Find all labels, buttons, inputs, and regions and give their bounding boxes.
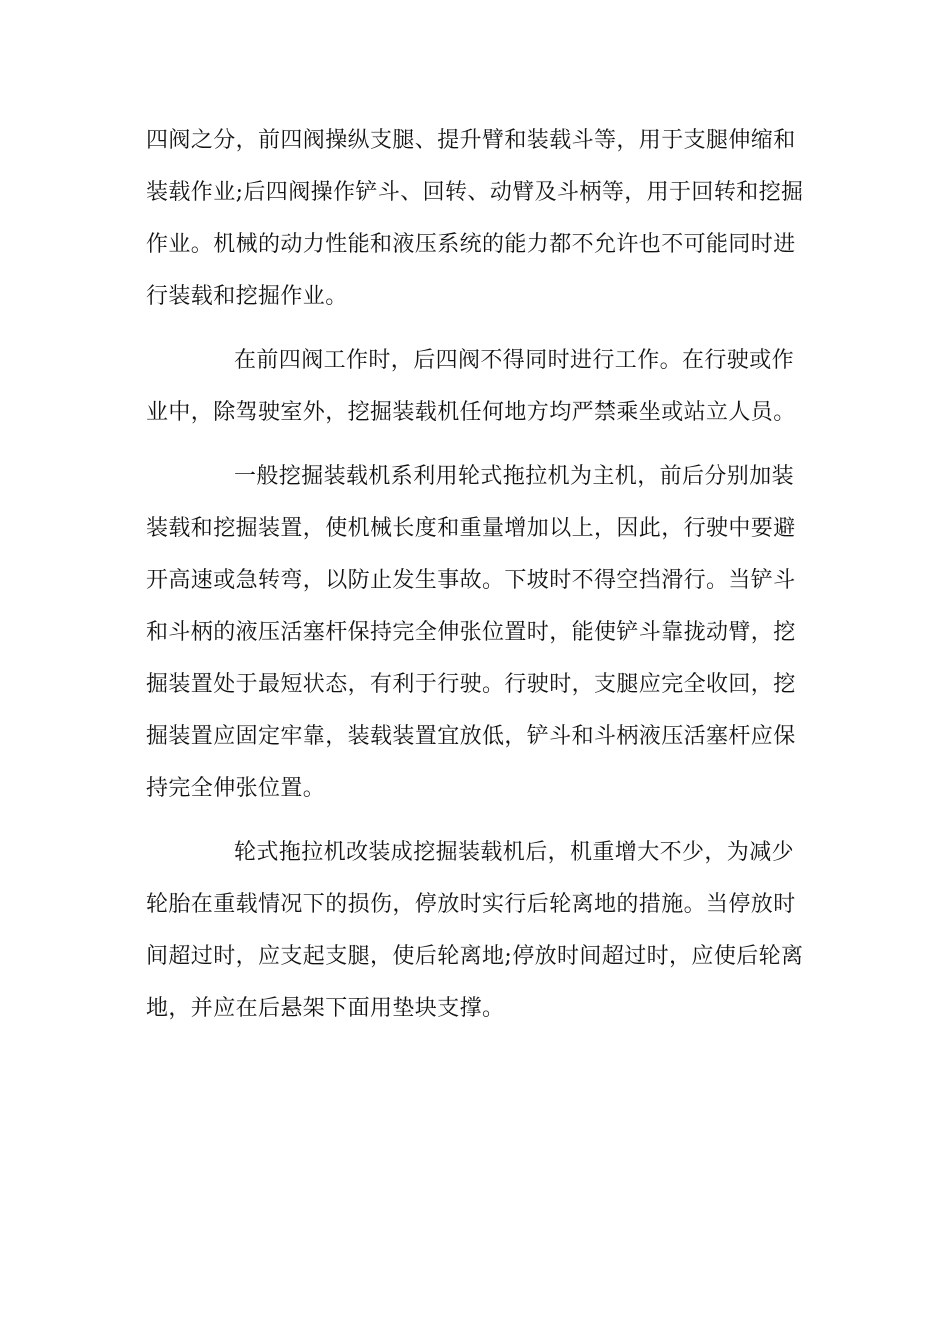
paragraph-3 [146,451,806,815]
paragraph-line: 行装载和挖掘作业。 [146,284,348,309]
paragraph-line: 轮式拖拉机改装成挖掘装载机后，机重增大不少，为减少 [234,840,795,865]
paragraph-line: 轮胎在重载情况下的损伤，停放时实行后轮离地的措施。当停放时 [146,892,796,917]
paragraph-line: 掘装置应固定牢靠，装载装置宜放低，铲斗和斗柄液压活塞杆应保 [146,724,796,749]
paragraph-line: 作业。机械的动力性能和液压系统的能力都不允许也不可能同时进 [146,232,796,257]
paragraph-line: 装载作业;后四阀操作铲斗、回转、动臂及斗柄等，用于回转和挖掘 [146,180,804,205]
paragraph-line: 地，并应在后悬架下面用垫块支撑。 [146,996,505,1021]
paragraph-line: 间超过时，应支起支腿，使后轮离地;停放时间超过时，应使后轮离 [146,944,804,969]
paragraph-line: 四阀之分，前四阀操纵支腿、提升臂和装载斗等，用于支腿伸缩和 [146,128,796,153]
paragraph-line: 在前四阀工作时，后四阀不得同时进行工作。在行驶或作 [234,348,795,373]
paragraph-spacer [146,815,806,827]
paragraph-line: 和斗柄的液压活塞杆保持完全伸张位置时，能使铲斗靠拢动臂，挖 [146,620,796,645]
paragraph-line: 掘装置处于最短状态，有利于行驶。行驶时，支腿应完全收回，挖 [146,672,796,697]
paragraph-line: 持完全伸张位置。 [146,776,326,801]
paragraph-line: 业中，除驾驶室外，挖掘装载机任何地方均严禁乘坐或站立人员。 [146,400,796,425]
document-body [146,115,806,1035]
paragraph-spacer [146,439,806,451]
paragraph-line: 装载和挖掘装置，使机械长度和重量增加以上，因此，行驶中要避 [146,516,796,541]
paragraph-1 [146,115,806,323]
paragraph-4 [146,827,806,1035]
paragraph-spacer [146,323,806,335]
paragraph-line: 开高速或急转弯，以防止发生事故。下坡时不得空挡滑行。当铲斗 [146,568,796,593]
paragraph-2 [146,335,806,439]
paragraph-line: 一般挖掘装载机系利用轮式拖拉机为主机，前后分别加装 [234,464,795,489]
